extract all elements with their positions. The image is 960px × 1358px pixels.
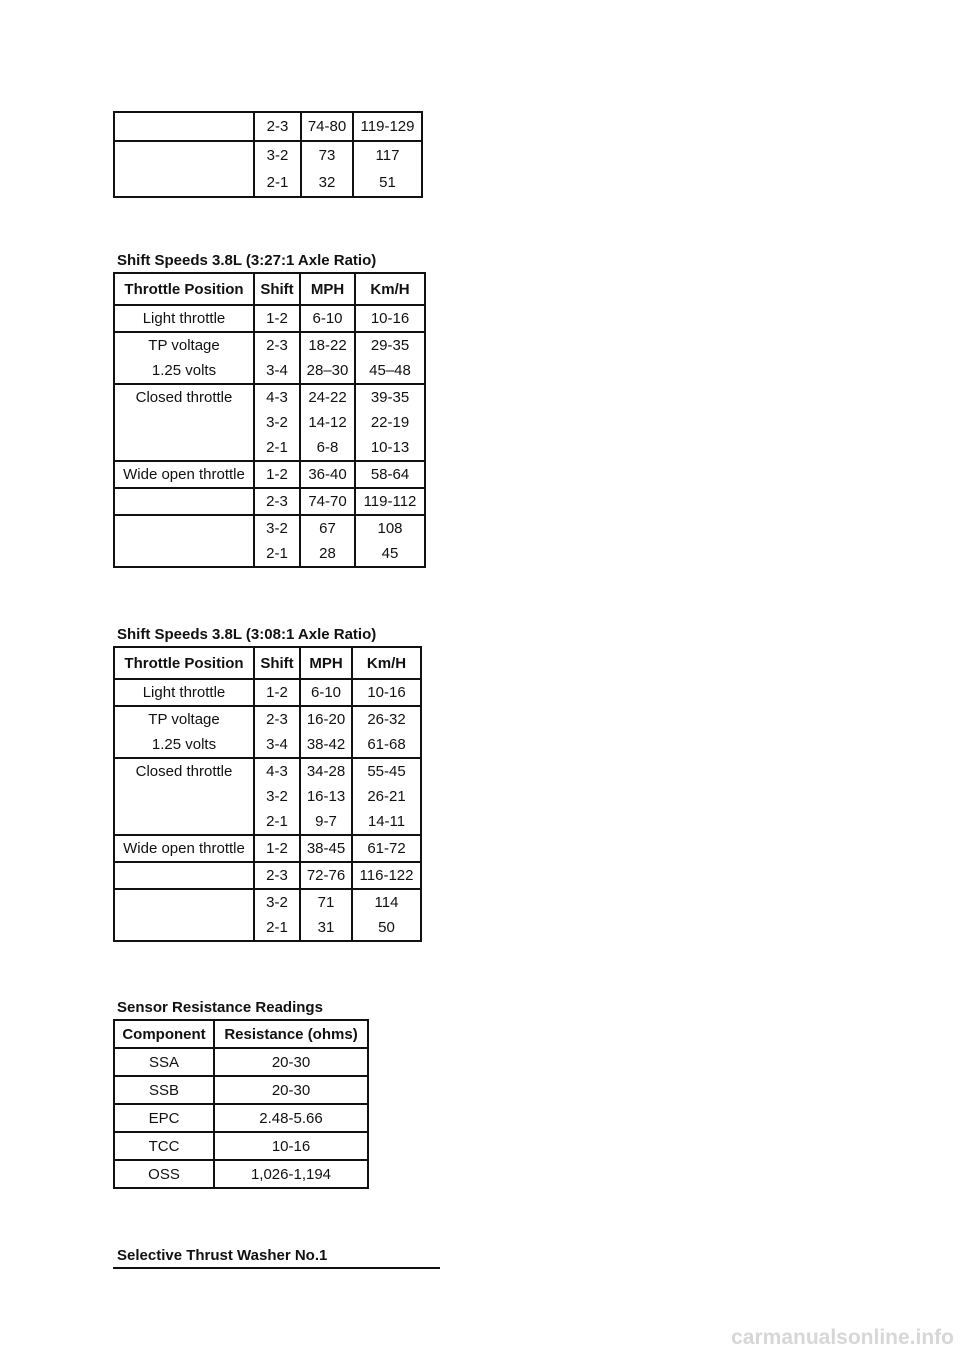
throttle-position-cell (114, 889, 254, 915)
kmh-cell: 45–48 (355, 358, 425, 384)
shift-cell: 1-2 (254, 835, 300, 862)
table-row (114, 384, 425, 410)
sensor-table-header-row (114, 1020, 368, 1048)
resistance-cell: 2.48-5.66 (214, 1104, 368, 1132)
throttle-position-cell: Wide open throttle (114, 461, 254, 488)
mph-cell: 6-10 (300, 679, 352, 706)
mph-cell: 74-70 (300, 488, 355, 515)
table-row (114, 435, 425, 461)
shift-cell: 3-2 (254, 515, 300, 541)
table-row (114, 515, 425, 541)
column-header-resistance: Resistance (ohms) (214, 1020, 368, 1048)
shift-cell: 3-2 (254, 889, 300, 915)
throttle-position-cell: 1.25 volts (114, 732, 254, 758)
mph-cell: 6-8 (300, 435, 355, 461)
throttle-position-cell (114, 410, 254, 435)
kmh-cell: 119-112 (355, 488, 425, 515)
table-row (114, 1076, 368, 1104)
table-row (114, 305, 425, 332)
mph-cell: 31 (300, 915, 352, 941)
kmh-cell: 10-16 (352, 679, 421, 706)
shift-table-2-title: Shift Speeds 3.8L (3:08:1 Axle Ratio) (117, 626, 377, 643)
table-row (114, 169, 422, 197)
column-header-mph: MPH (300, 647, 352, 679)
sensor-table-title: Sensor Resistance Readings (117, 999, 323, 1016)
mph-cell: 14-12 (300, 410, 355, 435)
top-fragment-body (114, 112, 422, 197)
shift-cell: 2-3 (254, 332, 300, 358)
throttle-position-cell (114, 809, 254, 835)
table-row (114, 679, 421, 706)
throttle-position-cell: TP voltage (114, 332, 254, 358)
kmh-cell: 117 (353, 141, 422, 169)
sensor-table-block (113, 1019, 369, 1189)
shift-cell: 3-4 (254, 358, 300, 384)
mph-cell: 72-76 (300, 862, 352, 889)
shift-cell: 2-1 (254, 169, 301, 197)
table-row (114, 461, 425, 488)
table-row (114, 488, 425, 515)
shift-table-1 (113, 272, 426, 568)
kmh-cell: 45 (355, 541, 425, 567)
watermark-text: carmanualsonline.info (731, 1326, 954, 1349)
resistance-cell: 10-16 (214, 1132, 368, 1160)
throttle-position-cell (114, 541, 254, 567)
shift-table-2-block (113, 646, 422, 942)
mph-cell: 67 (300, 515, 355, 541)
table-row (114, 112, 422, 141)
kmh-cell: 50 (352, 915, 421, 941)
column-header-throttle-position: Throttle Position (114, 273, 254, 305)
kmh-cell: 51 (353, 169, 422, 197)
table-row (114, 332, 425, 358)
shift-table-2-body (114, 679, 421, 941)
mph-cell: 28 (300, 541, 355, 567)
mph-cell: 24-22 (300, 384, 355, 410)
table-row (114, 862, 421, 889)
column-header-kmh: Km/H (352, 647, 421, 679)
throttle-position-cell (114, 141, 254, 169)
shift-cell: 4-3 (254, 758, 300, 784)
table-row (114, 915, 421, 941)
throttle-position-cell: Light throttle (114, 679, 254, 706)
kmh-cell: 61-68 (352, 732, 421, 758)
table-row (114, 541, 425, 567)
table-row (114, 809, 421, 835)
mph-cell: 38-42 (300, 732, 352, 758)
table-row (114, 732, 421, 758)
mph-cell: 36-40 (300, 461, 355, 488)
column-header-throttle-position: Throttle Position (114, 647, 254, 679)
table-row (114, 1104, 368, 1132)
shift-cell: 3-2 (254, 141, 301, 169)
washer-table-top-border (113, 1267, 440, 1269)
throttle-position-cell (114, 784, 254, 809)
shift-table-2 (113, 646, 422, 942)
column-header-component: Component (114, 1020, 214, 1048)
shift-cell: 2-1 (254, 809, 300, 835)
kmh-cell: 61-72 (352, 835, 421, 862)
table-row (114, 1132, 368, 1160)
throttle-position-cell: Closed throttle (114, 758, 254, 784)
shift-cell: 3-4 (254, 732, 300, 758)
throttle-position-cell: Light throttle (114, 305, 254, 332)
kmh-cell: 29-35 (355, 332, 425, 358)
table-row (114, 889, 421, 915)
shift-cell: 2-3 (254, 862, 300, 889)
shift-cell: 2-1 (254, 541, 300, 567)
column-header-shift: Shift (254, 273, 300, 305)
mph-cell: 74-80 (301, 112, 353, 141)
mph-cell: 34-28 (300, 758, 352, 784)
shift-cell: 2-1 (254, 915, 300, 941)
component-cell: EPC (114, 1104, 214, 1132)
throttle-position-cell: Wide open throttle (114, 835, 254, 862)
throttle-position-cell (114, 488, 254, 515)
table-row (114, 1160, 368, 1188)
throttle-position-cell (114, 915, 254, 941)
mph-cell: 28–30 (300, 358, 355, 384)
kmh-cell: 116-122 (352, 862, 421, 889)
mph-cell: 16-20 (300, 706, 352, 732)
throttle-position-cell: Closed throttle (114, 384, 254, 410)
top-fragment-table (113, 111, 423, 198)
resistance-cell: 20-30 (214, 1048, 368, 1076)
table-row (114, 410, 425, 435)
kmh-cell: 39-35 (355, 384, 425, 410)
mph-cell: 32 (301, 169, 353, 197)
shift-cell: 3-2 (254, 784, 300, 809)
shift-table-2-header-row (114, 647, 421, 679)
kmh-cell: 14-11 (352, 809, 421, 835)
shift-cell: 2-3 (254, 706, 300, 732)
table-row (114, 1048, 368, 1076)
shift-cell: 2-1 (254, 435, 300, 461)
shift-cell: 1-2 (254, 461, 300, 488)
mph-cell: 73 (301, 141, 353, 169)
shift-cell: 1-2 (254, 679, 300, 706)
shift-cell: 2-3 (254, 112, 301, 141)
table-row (114, 758, 421, 784)
shift-table-1-block (113, 272, 426, 568)
shift-cell: 3-2 (254, 410, 300, 435)
component-cell: TCC (114, 1132, 214, 1160)
kmh-cell: 119-129 (353, 112, 422, 141)
kmh-cell: 58-64 (355, 461, 425, 488)
top-fragment-table-block (113, 111, 423, 198)
table-row (114, 835, 421, 862)
column-header-shift: Shift (254, 647, 300, 679)
component-cell: OSS (114, 1160, 214, 1188)
mph-cell: 71 (300, 889, 352, 915)
sensor-table (113, 1019, 369, 1189)
kmh-cell: 55-45 (352, 758, 421, 784)
throttle-position-cell (114, 435, 254, 461)
throttle-position-cell: TP voltage (114, 706, 254, 732)
table-row (114, 141, 422, 169)
kmh-cell: 114 (352, 889, 421, 915)
shift-cell: 2-3 (254, 488, 300, 515)
kmh-cell: 10-13 (355, 435, 425, 461)
shift-table-1-body (114, 305, 425, 567)
table-row (114, 706, 421, 732)
kmh-cell: 26-21 (352, 784, 421, 809)
shift-table-1-title: Shift Speeds 3.8L (3:27:1 Axle Ratio) (117, 252, 377, 269)
throttle-position-cell (114, 112, 254, 141)
kmh-cell: 22-19 (355, 410, 425, 435)
component-cell: SSB (114, 1076, 214, 1104)
throttle-position-cell (114, 862, 254, 889)
mph-cell: 18-22 (300, 332, 355, 358)
component-cell: SSA (114, 1048, 214, 1076)
mph-cell: 6-10 (300, 305, 355, 332)
resistance-cell: 20-30 (214, 1076, 368, 1104)
mph-cell: 9-7 (300, 809, 352, 835)
resistance-cell: 1,026-1,194 (214, 1160, 368, 1188)
column-header-kmh: Km/H (355, 273, 425, 305)
throttle-position-cell (114, 515, 254, 541)
shift-table-1-header-row (114, 273, 425, 305)
throttle-position-cell (114, 169, 254, 197)
table-row (114, 358, 425, 384)
mph-cell: 16-13 (300, 784, 352, 809)
mph-cell: 38-45 (300, 835, 352, 862)
kmh-cell: 10-16 (355, 305, 425, 332)
washer-section-title: Selective Thrust Washer No.1 (117, 1247, 328, 1264)
table-row (114, 784, 421, 809)
shift-cell: 4-3 (254, 384, 300, 410)
column-header-mph: MPH (300, 273, 355, 305)
kmh-cell: 26-32 (352, 706, 421, 732)
shift-cell: 1-2 (254, 305, 300, 332)
kmh-cell: 108 (355, 515, 425, 541)
sensor-table-body (114, 1048, 368, 1188)
throttle-position-cell: 1.25 volts (114, 358, 254, 384)
